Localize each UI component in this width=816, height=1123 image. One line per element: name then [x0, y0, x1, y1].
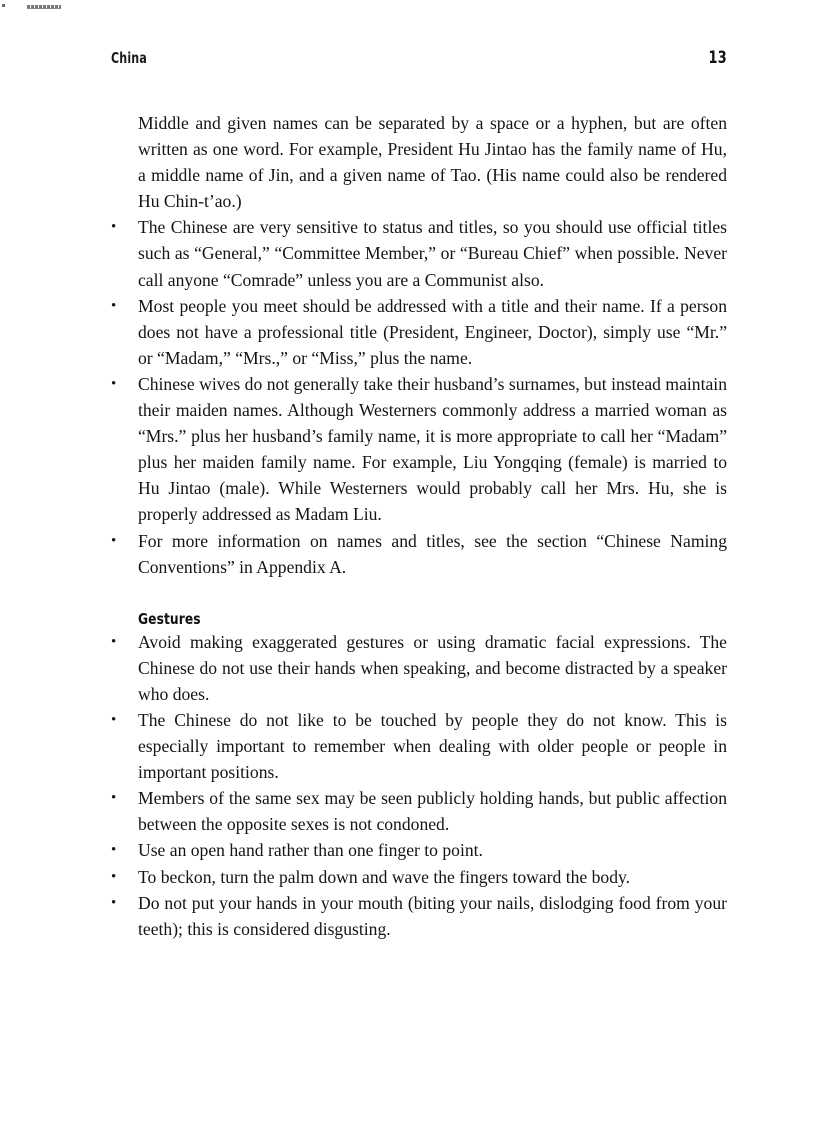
list-item — [111, 785, 727, 837]
section-heading-gestures: Gestures — [138, 609, 201, 628]
list-item — [111, 707, 727, 785]
list-item — [111, 837, 727, 863]
list-item — [111, 371, 727, 528]
continued-paragraph: Middle and given names can be separated by a space or a hyphen, but are often written as one word. For example, President Hu Jintao has the family name of Hu, a middle name of Jin, and a given name of Tao. (His name could also be rendered Hu Chin-t’ao.) — [138, 113, 727, 212]
page-number: 13 — [708, 48, 727, 68]
bullet-icon: • — [111, 868, 117, 885]
list-item — [111, 293, 727, 371]
bullet-icon: • — [111, 711, 117, 728]
scan-artifact-dash-icon — [27, 5, 61, 9]
running-head-title: China — [111, 49, 147, 67]
list-item-text: Use an open hand rather than one finger to point. — [138, 840, 483, 861]
list-item-text: Members of the same sex may be seen publicly holding hands, but public affection between the opposite sexes is not condoned. — [138, 788, 727, 835]
bullet-icon: • — [111, 375, 117, 392]
list-item — [111, 629, 727, 707]
list-item-text: Avoid making exaggerated gestures or using dramatic facial expressions. The Chinese do not use their hands when speaking, and become distracted by a speaker who does. — [138, 631, 727, 704]
list-item-text: For more information on names and titles, see the section “Chinese Naming Conventions” in Appendix A. — [138, 530, 727, 577]
list-item-text: Most people you meet should be addressed with a title and their name. If a person does not have a professional title (President, Engineer, Doctor), simply use “Mr.” or “Madam,” “Mrs.,” or “Miss,” plus the name. — [138, 295, 727, 368]
list-item-text: The Chinese are very sensitive to status and titles, so you should use official titles such as “General,” “Committee Member,” or “Bureau Chief” when possible. Never call anyone “Comrade” unless you are a Communist also. — [138, 217, 727, 290]
list-item-text: To beckon, turn the palm down and wave the fingers toward the body. — [138, 866, 631, 887]
list-item — [111, 528, 727, 580]
bullet-icon: • — [111, 532, 117, 549]
list-item-text: The Chinese do not like to be touched by people they do not know. This is especially important to remember when dealing with older people or people in important positions. — [138, 709, 727, 783]
bullet-icon: • — [111, 219, 117, 236]
scan-artifact-dot-icon — [2, 4, 5, 7]
list-item — [111, 890, 727, 942]
names-and-titles-bullet-list — [111, 214, 727, 579]
list-item — [111, 214, 727, 292]
bullet-icon: • — [111, 894, 117, 911]
bullet-icon: • — [111, 297, 117, 314]
list-item-text: Chinese wives do not generally take their husband’s surnames, but instead maintain their maiden names. Although Westerners commonly address a married woman as “Mrs.” plus her husband’s family name, it is more appropriate to call her “Madam” plus her maiden family name. For example, Liu Yongqing (female) is married to Hu Jintao (male). While Westerners would probably call her Mrs. Hu, she is properly addressed as Madam Liu. — [138, 373, 727, 525]
list-item — [111, 864, 727, 890]
list-item-text: Do not put your hands in your mouth (biting your nails, dislodging food from your teeth); this is considered disgusting. — [138, 892, 727, 939]
running-head — [111, 48, 727, 72]
bullet-icon: • — [111, 633, 117, 650]
bullet-icon: • — [111, 842, 117, 859]
bullet-icon: • — [111, 790, 117, 807]
text-column — [111, 110, 727, 942]
gestures-bullet-list — [111, 629, 727, 942]
